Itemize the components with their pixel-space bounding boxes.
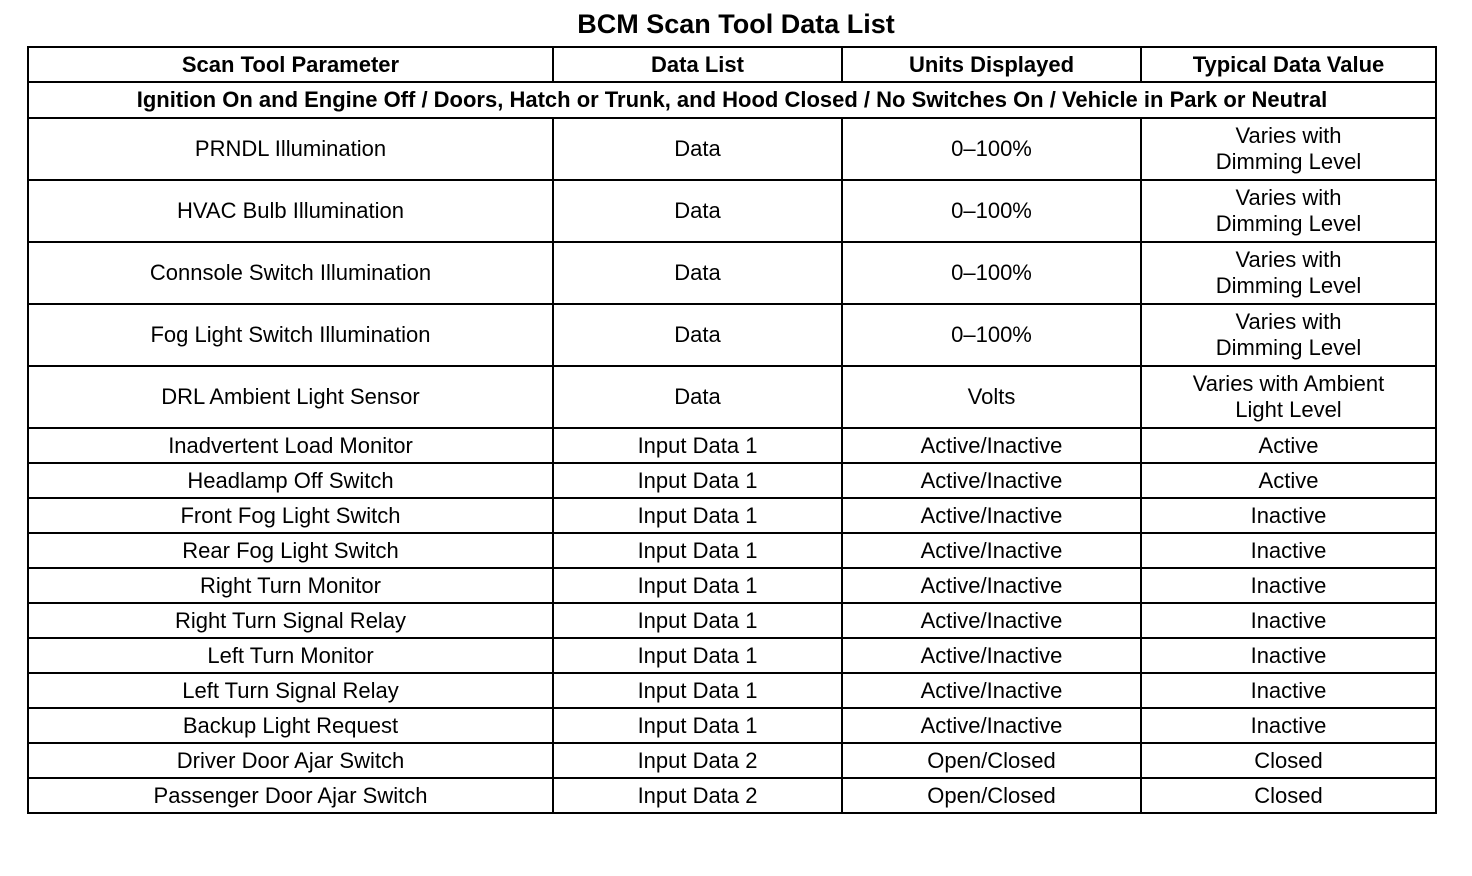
table-row (28, 778, 1436, 813)
param-cell: Right Turn Signal Relay (28, 603, 553, 638)
units-cell: Active/Inactive (842, 603, 1141, 638)
data-list-cell: Data (553, 180, 842, 242)
typical-line-2: Dimming Level (1215, 273, 1362, 298)
units-cell: Active/Inactive (842, 428, 1141, 463)
typical-cell: Inactive (1141, 673, 1436, 708)
data-list-cell: Input Data 1 (553, 603, 842, 638)
typical-line-1: Varies with (1235, 185, 1342, 210)
typical-cell: Inactive (1141, 498, 1436, 533)
typical-cell: Inactive (1141, 533, 1436, 568)
condition-text: Ignition On and Engine Off / Doors, Hatch or Trunk, and Hood Closed / No Switches On / Vehicle in Park or Neutral (28, 82, 1436, 118)
header-typical: Typical Data Value (1141, 47, 1436, 82)
param-cell: Passenger Door Ajar Switch (28, 778, 553, 813)
table-row (28, 498, 1436, 533)
data-list-cell: Input Data 1 (553, 708, 842, 743)
units-cell: Active/Inactive (842, 568, 1141, 603)
data-list-cell: Input Data 1 (553, 428, 842, 463)
header-param: Scan Tool Parameter (28, 47, 553, 82)
table-row (28, 366, 1436, 428)
table-row (28, 673, 1436, 708)
data-list-cell: Data (553, 242, 842, 304)
data-list-cell: Input Data 1 (553, 568, 842, 603)
units-cell: Active/Inactive (842, 638, 1141, 673)
table-row (28, 743, 1436, 778)
data-list-cell: Data (553, 118, 842, 180)
units-cell: 0–100% (842, 242, 1141, 304)
param-cell: HVAC Bulb Illumination (28, 180, 553, 242)
data-list-cell: Data (553, 304, 842, 366)
typical-line-1: Varies with Ambient (1192, 371, 1385, 396)
table-row (28, 568, 1436, 603)
typical-cell: Inactive (1141, 603, 1436, 638)
param-cell: Left Turn Signal Relay (28, 673, 553, 708)
units-cell: 0–100% (842, 118, 1141, 180)
typical-cell (1141, 366, 1436, 428)
data-list-cell: Input Data 1 (553, 673, 842, 708)
typical-cell: Active (1141, 463, 1436, 498)
table-row (28, 533, 1436, 568)
typical-cell: Inactive (1141, 708, 1436, 743)
typical-cell (1141, 118, 1436, 180)
param-cell: PRNDL Illumination (28, 118, 553, 180)
table-row (28, 463, 1436, 498)
data-list-cell: Input Data 1 (553, 533, 842, 568)
data-list-cell: Input Data 1 (553, 638, 842, 673)
table-row (28, 180, 1436, 242)
document-title: BCM Scan Tool Data List (577, 9, 895, 39)
param-cell: Front Fog Light Switch (28, 498, 553, 533)
header-data-list: Data List (553, 47, 842, 82)
typical-cell (1141, 180, 1436, 242)
units-cell: Open/Closed (842, 743, 1141, 778)
table-row (28, 304, 1436, 366)
data-list-cell: Input Data 2 (553, 743, 842, 778)
header-units: Units Displayed (842, 47, 1141, 82)
units-cell: Volts (842, 366, 1141, 428)
typical-line-2: Dimming Level (1215, 149, 1362, 174)
typical-line-1: Varies with (1235, 309, 1342, 334)
units-cell: 0–100% (842, 304, 1141, 366)
param-cell: DRL Ambient Light Sensor (28, 366, 553, 428)
param-cell: Rear Fog Light Switch (28, 533, 553, 568)
units-cell: Active/Inactive (842, 533, 1141, 568)
typical-cell: Inactive (1141, 638, 1436, 673)
data-list-cell: Input Data 1 (553, 463, 842, 498)
typical-line-1: Varies with (1235, 247, 1342, 272)
param-cell: Backup Light Request (28, 708, 553, 743)
units-cell: Active/Inactive (842, 708, 1141, 743)
table-row (28, 708, 1436, 743)
table-row (28, 118, 1436, 180)
typical-cell: Active (1141, 428, 1436, 463)
param-cell: Fog Light Switch Illumination (28, 304, 553, 366)
table-row (28, 428, 1436, 463)
scan-tool-data-table (27, 46, 1437, 814)
param-cell: Headlamp Off Switch (28, 463, 553, 498)
param-cell: Driver Door Ajar Switch (28, 743, 553, 778)
typical-cell: Inactive (1141, 568, 1436, 603)
data-list-cell: Input Data 2 (553, 778, 842, 813)
typical-cell (1141, 304, 1436, 366)
table-row (28, 242, 1436, 304)
units-cell: Open/Closed (842, 778, 1141, 813)
typical-line-2: Light Level (1235, 397, 1342, 422)
units-cell: Active/Inactive (842, 673, 1141, 708)
units-cell: Active/Inactive (842, 498, 1141, 533)
typical-line-2: Dimming Level (1215, 335, 1362, 360)
data-list-cell: Input Data 1 (553, 498, 842, 533)
units-cell: 0–100% (842, 180, 1141, 242)
typical-line-2: Dimming Level (1215, 211, 1362, 236)
table-row (28, 603, 1436, 638)
condition-row (28, 82, 1436, 118)
data-list-cell: Data (553, 366, 842, 428)
typical-cell (1141, 242, 1436, 304)
param-cell: Inadvertent Load Monitor (28, 428, 553, 463)
header-row (28, 47, 1436, 82)
param-cell: Left Turn Monitor (28, 638, 553, 673)
param-cell: Connsole Switch Illumination (28, 242, 553, 304)
typical-line-1: Varies with (1235, 123, 1342, 148)
typical-cell: Closed (1141, 743, 1436, 778)
table-row (28, 638, 1436, 673)
param-cell: Right Turn Monitor (28, 568, 553, 603)
typical-cell: Closed (1141, 778, 1436, 813)
units-cell: Active/Inactive (842, 463, 1141, 498)
